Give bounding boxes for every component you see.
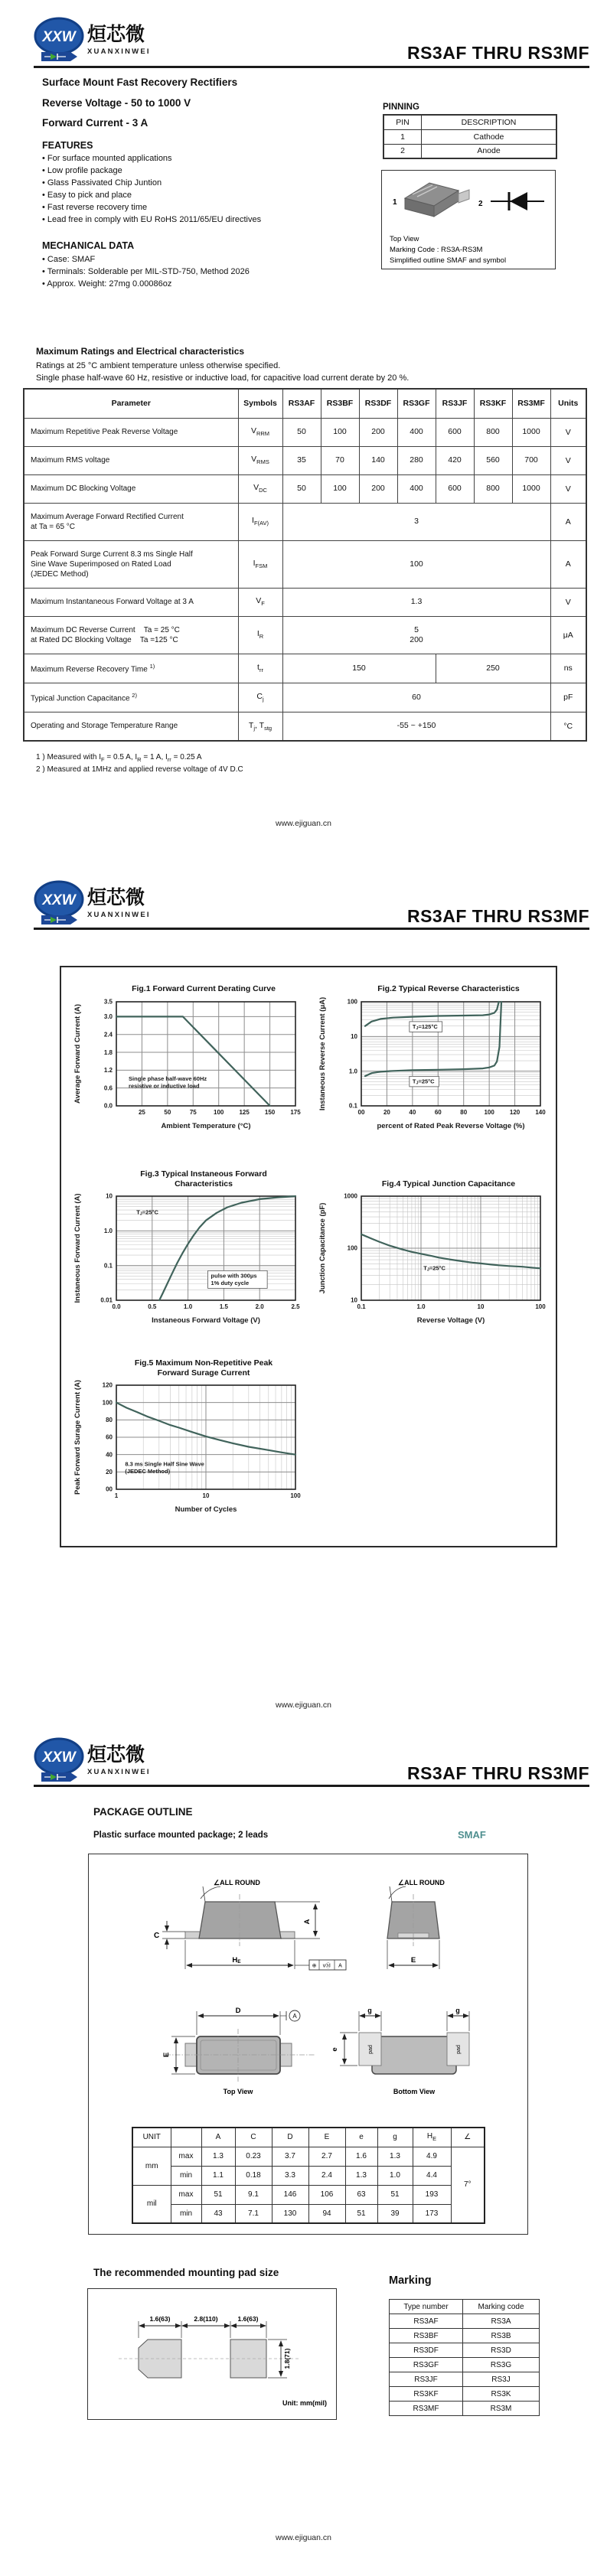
table-row: Operating and Storage Temperature Range $T_j$, $T_{stg}$ -55 ~ +150 °C (24, 712, 586, 741)
ratings-col: RS3DF (359, 389, 397, 418)
fig4-chart (312, 1189, 550, 1339)
ratings-value: 70 (321, 446, 359, 474)
fig4-title: Fig.4 Typical Junction Capacitance (381, 1179, 516, 1189)
ratings-col: RS3BF (321, 389, 359, 418)
package-name: SMAF (458, 1829, 486, 1841)
dim-E-label-end: E (410, 1956, 416, 1965)
table-row: RS3BF RS3B (390, 2329, 540, 2343)
chart-svg-fig5 (67, 1378, 303, 1524)
package-lead (459, 190, 469, 203)
fig5-title-line2: Forward Surage Current (157, 1368, 250, 1378)
ratings-value: 100 (321, 474, 359, 503)
table-row: mil max 51 9.1 146 106 63 51 193 (132, 2185, 485, 2204)
svg-text:175: 175 (290, 1108, 301, 1116)
svg-text:TJ=25°C: TJ=25°C (423, 1264, 445, 1273)
bullet-item: • Terminals: Solderable per MIL-STD-750, Method 2026 (42, 267, 250, 276)
pad-label-left: pad (368, 2045, 374, 2054)
pinning-col: PIN (383, 115, 422, 129)
mounting-pad-box (87, 2288, 337, 2420)
fig1-chart (67, 994, 305, 1145)
svg-text:1.2: 1.2 (103, 1066, 113, 1074)
pad-dim-height: 1.8(71) (283, 2348, 291, 2369)
svg-text:80: 80 (106, 1417, 113, 1424)
svg-text:10: 10 (477, 1303, 485, 1310)
footnote-1: 1 ) Measured with $I_F = 0.5$ A, $I_R = 1$ A, $I_{rr} = 0.25$ A (36, 753, 202, 763)
ratings-col: RS3KF (474, 389, 512, 418)
svg-text:Reverse Voltage (V): Reverse Voltage (V) (416, 1316, 485, 1325)
features-heading: FEATURES (42, 140, 93, 151)
svg-text:Average Forward Current (A): Average Forward Current (A) (73, 1003, 82, 1104)
svg-text:40: 40 (409, 1108, 416, 1116)
svg-text:100: 100 (347, 998, 357, 1006)
package-subheading: Plastic surface mounted package; 2 leads (93, 1831, 269, 1840)
subtitle-line-2: Reverse Voltage - 50 to 1000 V (42, 97, 191, 109)
pad-dim-right: 1.6(63) (237, 2315, 259, 2323)
svg-text:2.5: 2.5 (291, 1303, 300, 1310)
ratings-table-el (23, 388, 587, 742)
svg-text:100: 100 (347, 1244, 357, 1252)
svg-text:80: 80 (460, 1108, 468, 1116)
top-view-caption: Top View (223, 2088, 253, 2095)
svg-text:0.01: 0.01 (100, 1296, 113, 1304)
ratings-col: RS3GF (397, 389, 436, 418)
svg-text:60: 60 (106, 1433, 113, 1441)
svg-text:00: 00 (106, 1485, 113, 1493)
svg-text:Instaneous Reverse Current (μA: Instaneous Reverse Current (μA) (318, 996, 327, 1110)
package-outline-drawing (89, 1854, 527, 2127)
svg-text:150: 150 (264, 1108, 276, 1116)
ratings-value: 35 (282, 446, 321, 474)
table-row: Maximum Instantaneous Forward Voltage at 3 A $V_F$ 1.3 V (24, 588, 586, 616)
svg-text:8.3 ms Single Half Sine Wave: 8.3 ms Single Half Sine Wave (125, 1460, 204, 1468)
logo-initials: XXW (42, 29, 76, 45)
package-outline-heading: PACKAGE OUTLINE (93, 1806, 193, 1818)
fig5-title-line1: Fig.5 Maximum Non-Repetitive Peak (134, 1358, 273, 1368)
pinning-table-el (383, 114, 557, 159)
outline-caption-topview: Top View (390, 235, 419, 243)
svg-text:0.5: 0.5 (148, 1303, 157, 1310)
bullet-item: • Low profile package (42, 166, 122, 175)
chart-svg-fig3 (67, 1189, 303, 1335)
svg-text:0.1: 0.1 (357, 1303, 366, 1310)
svg-text:120: 120 (509, 1108, 521, 1116)
footer-url-1: www.ejiguan.cn (276, 819, 331, 828)
svg-text:100: 100 (290, 1492, 301, 1499)
svg-text:0.1: 0.1 (348, 1102, 357, 1110)
svg-text:TJ=25°C: TJ=25°C (412, 1077, 435, 1085)
logo-cn-text: 烜芯微 (87, 24, 145, 45)
svg-text:1.0: 1.0 (348, 1067, 357, 1074)
brand-logo (34, 17, 152, 63)
brand-logo (34, 880, 152, 926)
brand-logo (34, 1737, 152, 1783)
tol-cell-2: vⓂ (322, 1963, 331, 1969)
header-logo-3 (34, 1737, 152, 1787)
pinning-cell: Cathode (422, 129, 556, 144)
svg-text:percent of Rated Peak Reverse: percent of Rated Peak Reverse Voltage (%) (377, 1121, 525, 1130)
svg-text:(JEDEC Method): (JEDEC Method) (125, 1467, 171, 1475)
ratings-col: RS3AF (282, 389, 321, 418)
all-round-label-1: ∠ALL ROUND (214, 1879, 260, 1886)
logo-cn-text: 烜芯微 (87, 887, 145, 908)
fig2-block (312, 984, 550, 1145)
bottom-view-caption: Bottom View (393, 2088, 436, 2095)
ratings-value: 140 (359, 446, 397, 474)
table-row: min 1.1 0.18 3.3 2.4 1.3 1.0 4.4 (132, 2166, 485, 2185)
ratings-value: 1.3 (282, 588, 550, 616)
pad-unit-note: Unit: mm(mil) (282, 2399, 327, 2407)
svg-text:1% duty cycle: 1% duty cycle (210, 1279, 250, 1286)
svg-text:1.8: 1.8 (103, 1048, 113, 1056)
bullet-item: • Approx. Weight: 27mg 0.00086oz (42, 279, 172, 289)
logo-en-text: XUANXINWEI (87, 1768, 151, 1776)
svg-text:0.1: 0.1 (103, 1262, 113, 1270)
marking-table (389, 2299, 540, 2416)
ratings-value: 100 (282, 540, 550, 588)
svg-text:100: 100 (535, 1303, 546, 1310)
mounting-pad-drawing (88, 2289, 335, 2418)
tol-cell-1: ⊕ (312, 1963, 317, 1969)
svg-text:75: 75 (189, 1108, 197, 1116)
pinning-cell: 1 (383, 129, 422, 144)
logo-en-text: XUANXINWEI (87, 47, 151, 56)
ratings-table (23, 388, 587, 742)
svg-text:50: 50 (164, 1108, 171, 1116)
all-round-label-2: ∠ALL ROUND (398, 1879, 445, 1886)
mechanical-heading: MECHANICAL DATA (42, 240, 135, 251)
dim-E-label-top: E (162, 2052, 171, 2058)
table-row: mm max 1.3 0.23 3.7 2.7 1.6 1.3 4.9 7° (132, 2147, 485, 2166)
page-title-2: RS3AF THRU RS3MF (406, 906, 589, 926)
chart-svg-fig1 (67, 994, 303, 1141)
dim-C-label: C (154, 1932, 160, 1940)
dim-A-label: A (303, 1919, 312, 1925)
dim-table-el: UNIT A C D E e g $H_E$ ∠ mm max 1.3 0.23 3.7 2.7 1.6 1.3 4.9 7° min 1.1 0.18 3.3 2.4 1.3 1.0 4.4 mil max 51 9.1 146 106 63 51 193 min 43 7.1 130 94 51 39 173 (132, 2127, 485, 2224)
ratings-value: 150 (282, 654, 436, 683)
svg-text:10: 10 (351, 1296, 357, 1304)
table-row: RS3JF RS3J (390, 2372, 540, 2387)
ratings-value: 1000 (512, 418, 550, 446)
ratings-col: Parameter (24, 389, 238, 418)
svg-text:25: 25 (138, 1108, 145, 1116)
outline-caption-simplified: Simplified outline SMAF and symbol (390, 256, 507, 265)
ratings-value: 3 (282, 503, 550, 540)
svg-text:1.0: 1.0 (103, 1228, 113, 1235)
ratings-value: 1000 (512, 474, 550, 503)
fig3-block (67, 1169, 305, 1339)
svg-text:3.0: 3.0 (103, 1012, 113, 1020)
pinning-cell: Anode (422, 144, 556, 158)
ratings-value: 200 (359, 418, 397, 446)
ratings-value: 5 200 (282, 616, 550, 654)
svg-text:125: 125 (239, 1108, 250, 1116)
ratings-value: 800 (474, 474, 512, 503)
svg-text:10: 10 (202, 1492, 210, 1499)
bullet-item: • Glass Passivated Chip Juntion (42, 178, 162, 187)
svg-text:120: 120 (102, 1381, 113, 1389)
bottom-view-body (372, 2036, 456, 2074)
svg-text:1000: 1000 (344, 1192, 357, 1200)
table-row: Peak Forward Surge Current 8.3 ms Single Half Sine Wave Superimposed on Rated Load (JEDEC Method) $I_{FSM}$ 100 A (24, 540, 586, 588)
svg-text:1: 1 (114, 1492, 119, 1499)
dim-g-label-right: g (455, 2007, 460, 2014)
table-row: Maximum Average Forward Rectified Current at Ta = 65 °C $I_{F(AV)}$ 3 A (24, 503, 586, 540)
svg-text:Peak Forward Surage Current (A: Peak Forward Surage Current (A) (73, 1380, 82, 1495)
ratings-heading: Maximum Ratings and Electrical characteristics (36, 346, 245, 357)
ratings-col: RS3JF (436, 389, 474, 418)
svg-text:20: 20 (383, 1108, 390, 1116)
ratings-value: 280 (397, 446, 436, 474)
pad-dim-center: 2.8(110) (194, 2315, 218, 2323)
ratings-value: 600 (436, 474, 474, 503)
outline-symbol-drawing (382, 171, 554, 268)
svg-text:140: 140 (535, 1108, 546, 1116)
outline-symbol-box (381, 170, 556, 269)
header-rule-2 (34, 928, 589, 930)
logo-initials: XXW (42, 892, 76, 908)
svg-text:resistive or inductive load: resistive or inductive load (129, 1081, 200, 1089)
pinning-cell: 2 (383, 144, 422, 158)
ratings-value: 800 (474, 418, 512, 446)
footer-url-2: www.ejiguan.cn (276, 1700, 331, 1710)
outline-caption-marking: Marking Code : RS3A-RS3M (390, 246, 483, 254)
svg-text:100: 100 (214, 1108, 224, 1116)
dim-e-label: e (331, 2047, 339, 2052)
logo-initials: XXW (42, 1749, 76, 1766)
svg-text:Single phase half-wave 60Hz: Single phase half-wave 60Hz (129, 1074, 207, 1082)
svg-text:Ambient Temperature (°C): Ambient Temperature (°C) (161, 1121, 251, 1130)
svg-text:Junction Capacitance (pF): Junction Capacitance (pF) (318, 1202, 327, 1294)
logo-cn-text: 烜芯微 (87, 1744, 145, 1766)
table-row: RS3KF RS3K (390, 2387, 540, 2402)
fig5-chart (67, 1378, 305, 1528)
ratings-col: Units (550, 389, 586, 418)
svg-text:Instaneous Forward Voltage (V): Instaneous Forward Voltage (V) (152, 1316, 260, 1325)
mounting-pad-heading: The recommended mounting pad size (93, 2267, 279, 2278)
features-list (42, 152, 261, 226)
table-row: Maximum DC Blocking Voltage $V_{DC}$ 50 100 200 400 600 800 1000 V (24, 474, 586, 503)
table-row: Typical Junction Capacitance $^{2)}$ $C_j$ 60 pF (24, 683, 586, 712)
chart-svg-fig4 (312, 1189, 548, 1335)
mechanical-list (42, 253, 250, 290)
ratings-value: 700 (512, 446, 550, 474)
fig1-title: Fig.1 Forward Current Derating Curve (132, 984, 276, 993)
ratings-value: 560 (474, 446, 512, 474)
ratings-value: 60 (282, 683, 550, 712)
ratings-value: 600 (436, 418, 474, 446)
table-row: min 43 7.1 130 94 51 39 173 (132, 2204, 485, 2223)
svg-text:60: 60 (434, 1108, 442, 1116)
side-lead-right (279, 1932, 295, 1939)
svg-text:2.4: 2.4 (103, 1030, 113, 1038)
table-row: RS3AF RS3A (390, 2314, 540, 2329)
header-rule-3 (34, 1785, 589, 1787)
ratings-value: 420 (436, 446, 474, 474)
pinning-table (383, 114, 557, 159)
fig2-title: Fig.2 Typical Reverse Characteristics (377, 984, 520, 993)
pad-dim-left: 1.6(63) (149, 2315, 171, 2323)
table-row: Maximum DC Reverse Current Ta = 25 °C at Rated DC Blocking Voltage Ta =125 °C $I_R$ 5 200 μA (24, 616, 586, 654)
side-view-body (199, 1902, 281, 1939)
header-logo-2 (34, 880, 152, 930)
svg-text:TJ=125°C: TJ=125°C (412, 1022, 438, 1031)
svg-text:Instaneous Forward Current (A): Instaneous Forward Current (A) (73, 1193, 82, 1303)
subtitle-line-1: Surface Mount Fast Recovery Rectifiers (42, 77, 238, 88)
svg-text:2.0: 2.0 (255, 1303, 264, 1310)
ratings-cond-2: Single phase half-wave 60 Hz, resistive or inductive load, for capacitive load current derate by 20 %. (36, 373, 410, 383)
bullet-item: • Case: SMAF (42, 255, 96, 264)
fig5-block (67, 1358, 305, 1528)
svg-text:10: 10 (106, 1192, 113, 1200)
dim-HE-label: HE (232, 1956, 241, 1965)
side-lead-left (185, 1932, 201, 1939)
fig2-chart (312, 994, 550, 1145)
page-title-3: RS3AF THRU RS3MF (406, 1763, 589, 1783)
svg-text:0.6: 0.6 (103, 1084, 113, 1091)
svg-text:40: 40 (106, 1451, 113, 1459)
ratings-value: 250 (436, 654, 550, 683)
pin1-label: 1 (393, 198, 397, 207)
ratings-value: 400 (397, 474, 436, 503)
fig3-chart (67, 1189, 305, 1339)
svg-text:100: 100 (484, 1108, 494, 1116)
svg-text:100: 100 (102, 1399, 113, 1407)
table-row: Maximum Repetitive Peak Reverse Voltage $V_{RRM}$ 50 100 200 400 600 800 1000 V (24, 418, 586, 446)
ratings-col: Symbols (238, 389, 282, 418)
ratings-value: 100 (321, 418, 359, 446)
svg-text:1.5: 1.5 (219, 1303, 228, 1310)
pin2-label: 2 (478, 200, 483, 208)
pinning-heading: PINNING (383, 103, 419, 112)
ratings-value: -55 ~ +150 (282, 712, 550, 741)
top-view-body (197, 2036, 280, 2074)
bullet-item: • For surface mounted applications (42, 154, 172, 163)
ratings-value: 50 (282, 418, 321, 446)
subtitle-line-3: Forward Current - 3 A (42, 117, 148, 129)
svg-text:1.0: 1.0 (184, 1303, 193, 1310)
table-row: Maximum RMS voltage $V_{RMS}$ 35 70 140 280 420 560 700 V (24, 446, 586, 474)
fig3-title-line2: Characteristics (175, 1179, 233, 1189)
pinning-col: DESCRIPTION (422, 115, 556, 129)
svg-text:0.0: 0.0 (112, 1303, 121, 1310)
ratings-cond-1: Ratings at 25 °C ambient temperature unless otherwise specified. (36, 361, 281, 370)
svg-text:TJ=25°C: TJ=25°C (136, 1208, 158, 1217)
dim-D-label: D (235, 2007, 241, 2015)
svg-text:pulse with 300μs: pulse with 300μs (210, 1272, 257, 1280)
svg-text:0.0: 0.0 (103, 1102, 113, 1110)
logo-en-text: XUANXINWEI (87, 911, 151, 919)
svg-text:Number of Cycles: Number of Cycles (175, 1505, 237, 1514)
marking-heading: Marking (389, 2274, 432, 2287)
pad-label-right: pad (456, 2045, 462, 2054)
bullet-item: • Lead free in comply with EU RoHS 2011/65/EU directives (42, 215, 262, 224)
ratings-value: 200 (359, 474, 397, 503)
table-row: Maximum Reverse Recovery Time $^{1)}$ $t_{rr}$ 150 250 ns (24, 654, 586, 683)
footer-url-3: www.ejiguan.cn (276, 2533, 331, 2542)
svg-text:00: 00 (357, 1108, 365, 1116)
dim-table (132, 2127, 485, 2224)
bullet-item: • Fast reverse recovery time (42, 203, 148, 212)
fig3-title-line1: Fig.3 Typical Instaneous Forward (140, 1169, 267, 1179)
tol-cell-3: A (338, 1963, 342, 1969)
svg-text:1.0: 1.0 (416, 1303, 426, 1310)
svg-text:20: 20 (106, 1469, 113, 1476)
fig1-block (67, 984, 305, 1145)
datum-label: A (292, 2013, 297, 2020)
table-row: RS3GF RS3G (390, 2358, 540, 2372)
table-row: RS3MF RS3M (390, 2402, 540, 2416)
footnote-2: 2 ) Measured at 1MHz and applied reverse voltage of 4V D.C (36, 765, 243, 774)
ratings-value: 400 (397, 418, 436, 446)
header-rule (34, 66, 589, 68)
page-title: RS3AF THRU RS3MF (406, 43, 589, 63)
bullet-item: • Easy to pick and place (42, 191, 132, 200)
ratings-col: RS3MF (512, 389, 550, 418)
chart-svg-fig2 (312, 994, 548, 1141)
marking-table-el: Type number Marking code RS3AF RS3A RS3BF RS3B RS3DF RS3D RS3GF RS3G RS3JF RS3J RS3KF RS3K RS3MF RS3M (389, 2299, 540, 2416)
dim-g-label-left: g (367, 2007, 372, 2014)
svg-text:3.5: 3.5 (103, 998, 113, 1006)
fig4-block (312, 1169, 550, 1339)
svg-text:10: 10 (351, 1032, 357, 1040)
table-row: RS3DF RS3D (390, 2343, 540, 2358)
ratings-value: 50 (282, 474, 321, 503)
header-logo-1 (34, 17, 152, 67)
